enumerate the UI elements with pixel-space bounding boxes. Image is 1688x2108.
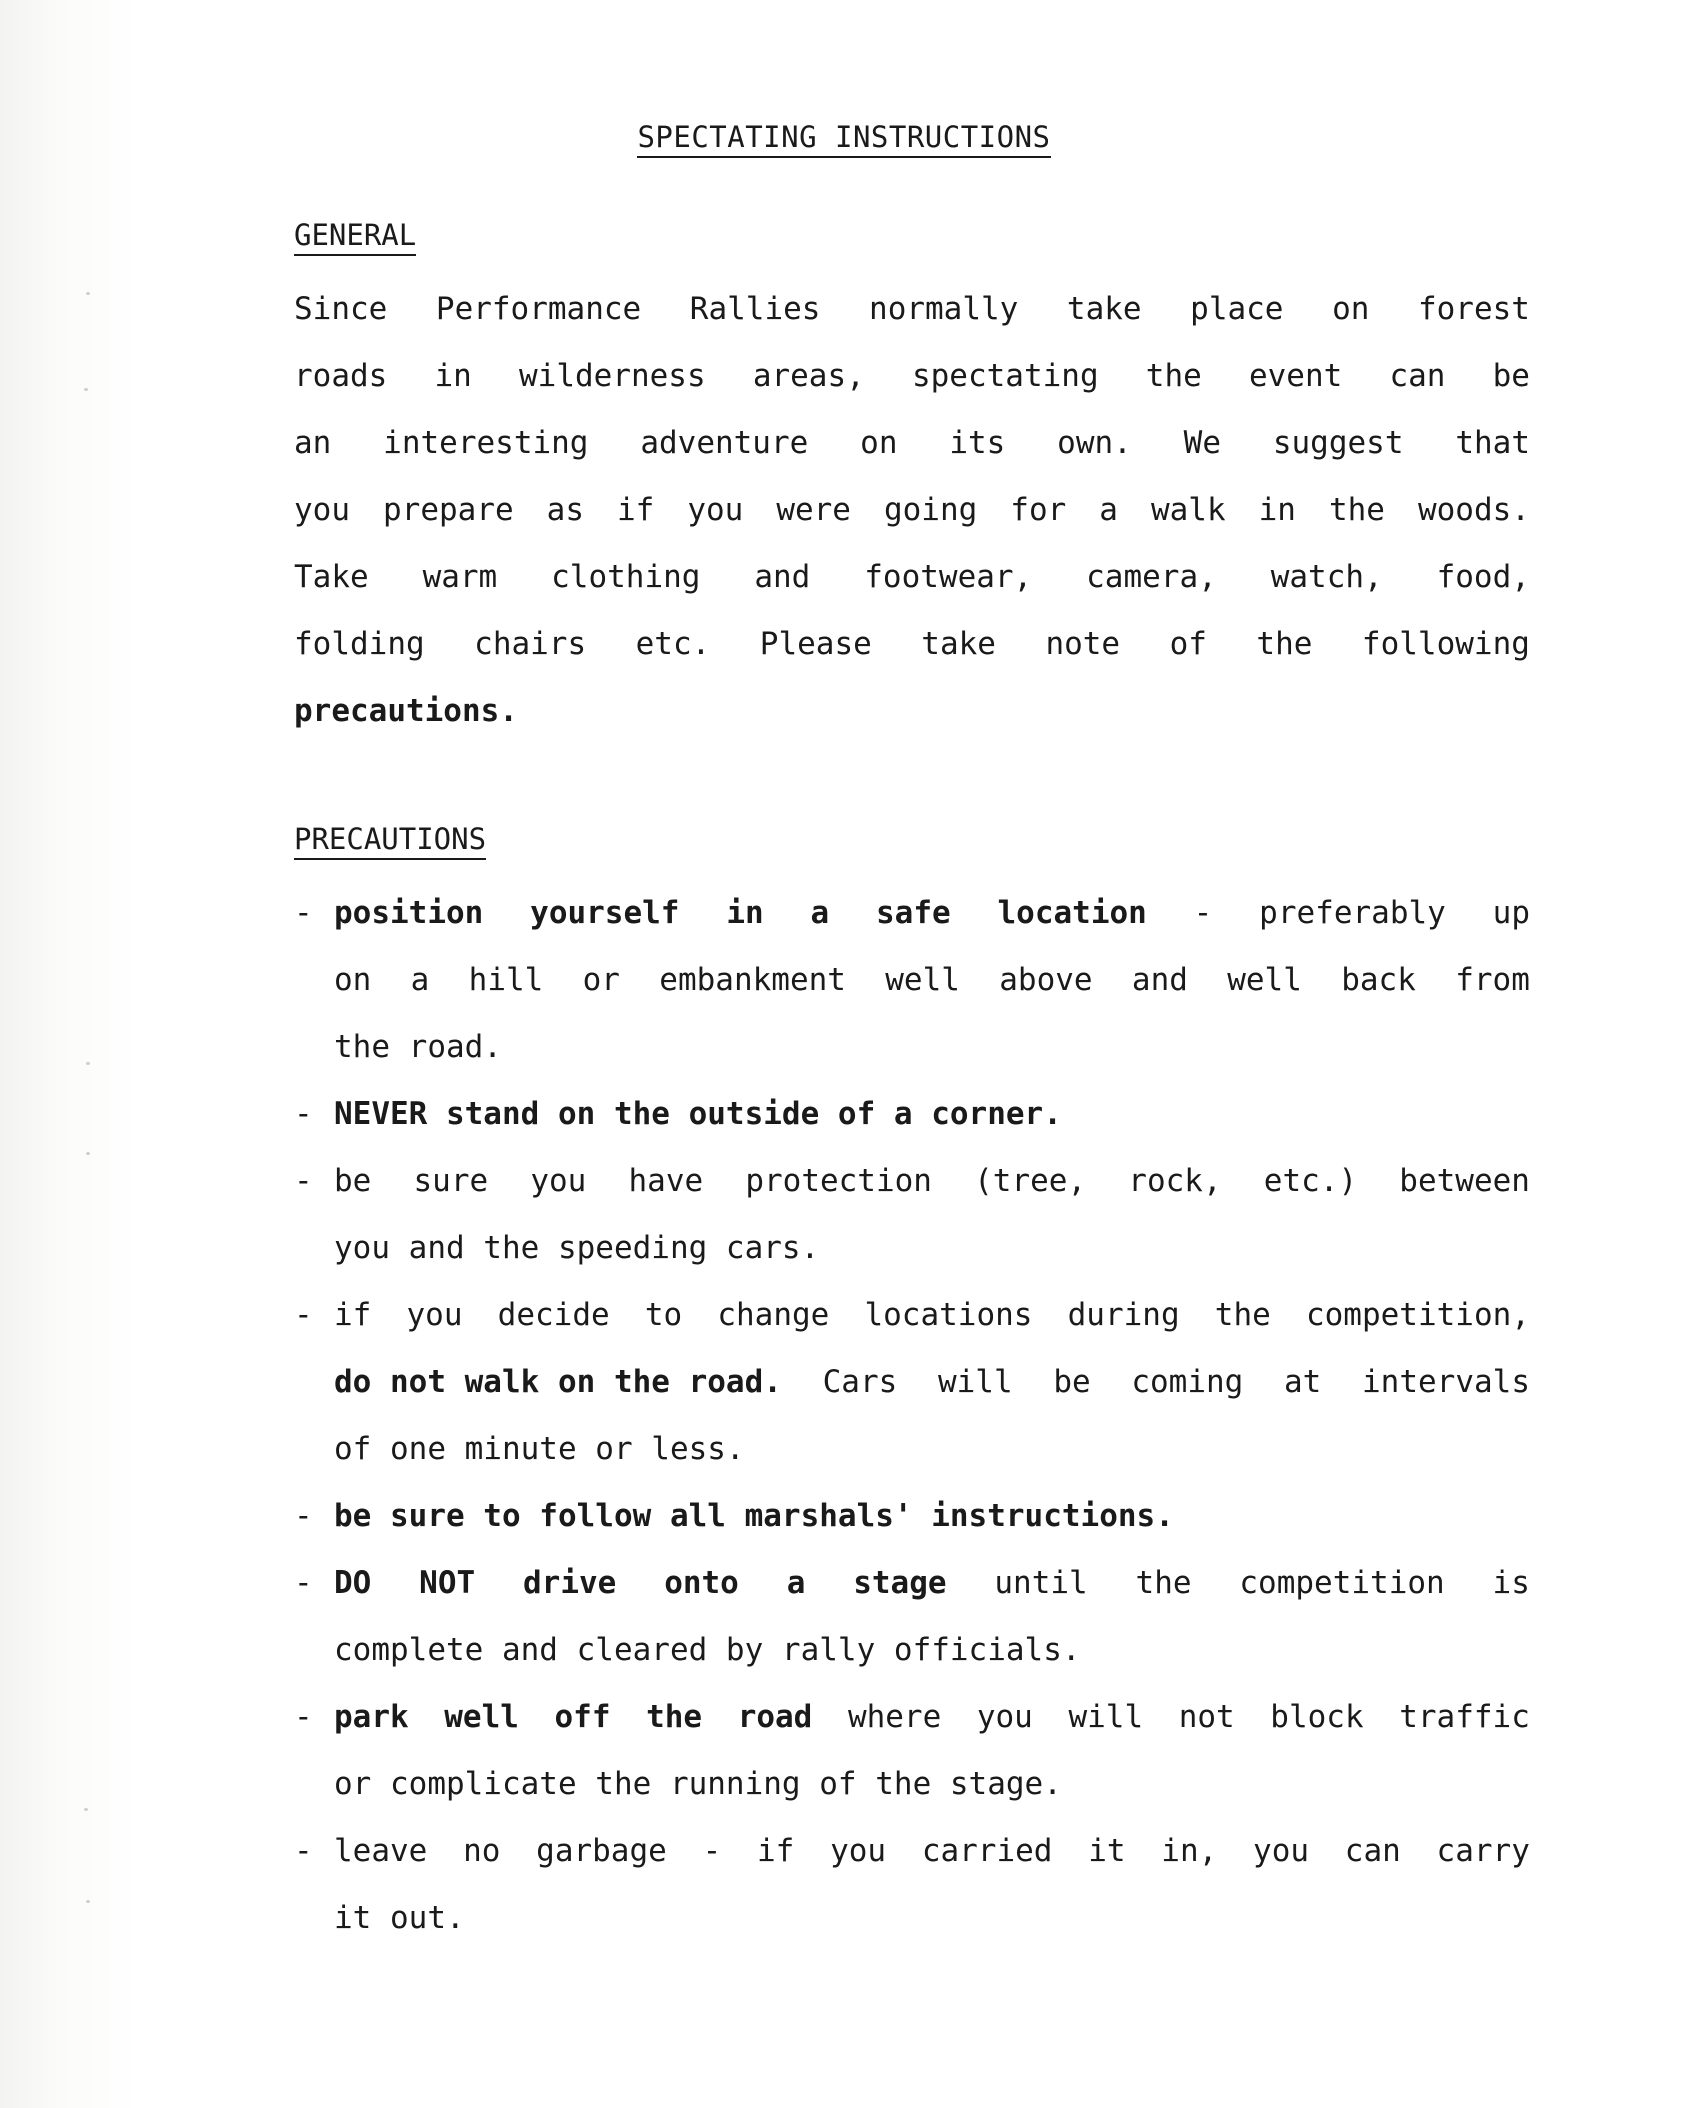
word: DO: [334, 1565, 372, 1601]
word: to: [644, 1297, 683, 1333]
word: wilderness: [519, 358, 706, 394]
precaution-item: [294, 1550, 1530, 1684]
word: you: [687, 492, 744, 528]
word: intervals: [1362, 1364, 1530, 1400]
word: well: [444, 1699, 519, 1735]
word: yourself: [530, 895, 680, 931]
precaution-item: [294, 1818, 1530, 1952]
general-line: [294, 276, 1530, 343]
precaution-line: complete and cleared by rally officials.: [334, 1632, 1081, 1668]
precaution-line: [334, 1818, 1530, 1885]
word: where: [847, 1699, 942, 1735]
precaution-item: [294, 1282, 1530, 1483]
word: We: [1183, 425, 1221, 461]
word: drive: [523, 1565, 617, 1601]
word: Performance: [435, 291, 642, 327]
precaution-line: NEVER stand on the outside of a corner.: [334, 1096, 1062, 1132]
word: adventure: [640, 425, 809, 461]
word: a: [410, 962, 430, 998]
word: interesting: [383, 425, 589, 461]
scan-speck: [84, 1808, 88, 1811]
word: safe: [876, 895, 951, 931]
scan-speck: [86, 1152, 90, 1155]
list-dash: -: [294, 1163, 313, 1199]
scan-speck: [86, 1900, 90, 1903]
word: be: [334, 1163, 372, 1199]
word: a: [786, 1565, 806, 1601]
general-line: [294, 477, 1530, 544]
word: it: [1088, 1833, 1126, 1869]
word: off: [554, 1699, 611, 1735]
word: carry: [1436, 1833, 1530, 1869]
list-dash: -: [294, 1699, 313, 1735]
word: spectating: [911, 358, 1099, 394]
word: -: [702, 1833, 722, 1869]
word: take: [921, 626, 996, 662]
precaution-item: [294, 1081, 1530, 1148]
precaution-line: be sure to follow all marshals' instructions.: [334, 1498, 1174, 1534]
word: chairs: [474, 626, 587, 662]
word: you: [406, 1297, 463, 1333]
word: location: [997, 895, 1147, 931]
word: prepare: [383, 492, 514, 528]
word: and: [754, 559, 811, 595]
word: an: [294, 425, 332, 461]
word: clothing: [551, 559, 701, 595]
word: block: [1270, 1699, 1364, 1735]
word: forest: [1417, 291, 1530, 327]
word: protection: [745, 1163, 932, 1199]
word: the: [1214, 1297, 1271, 1333]
general-line: [294, 410, 1530, 477]
word: event: [1248, 358, 1343, 394]
word: walk: [1150, 492, 1226, 528]
precaution-line: of one minute or less.: [334, 1431, 745, 1467]
word: in: [1258, 492, 1296, 528]
word: you: [830, 1833, 887, 1869]
word: etc.: [635, 626, 711, 662]
word: above: [999, 962, 1093, 998]
general-paragraph: [294, 276, 1530, 745]
precaution-item: [294, 1684, 1530, 1818]
word: competition: [1239, 1565, 1445, 1601]
word: in: [726, 895, 764, 931]
precaution-line: [334, 1550, 1530, 1617]
word: woods.: [1417, 492, 1530, 528]
word: traffic: [1399, 1699, 1530, 1735]
word: can: [1389, 358, 1446, 394]
word: if: [616, 492, 655, 528]
precaution-line: [334, 1684, 1530, 1751]
word: you: [294, 492, 350, 528]
word: onto: [664, 1565, 739, 1601]
word: as: [546, 492, 584, 528]
word: Take: [294, 559, 369, 595]
word: Since: [294, 291, 388, 327]
precaution-item: [294, 1483, 1530, 1550]
word: up: [1492, 895, 1530, 931]
precaution-line: [334, 1282, 1530, 1349]
word: the: [1328, 492, 1385, 528]
word: its: [949, 425, 1006, 461]
word: on: [1332, 291, 1370, 327]
word: place: [1190, 291, 1284, 327]
word: normally: [869, 291, 1019, 327]
word: following: [1361, 626, 1530, 662]
precaution-item: [294, 1148, 1530, 1282]
word: NOT: [419, 1565, 476, 1601]
word: hill: [468, 962, 544, 998]
word: on: [334, 962, 372, 998]
word: of: [1169, 626, 1207, 662]
word: were: [776, 492, 851, 528]
general-line: precautions.: [294, 693, 518, 729]
precaution-line: [334, 1148, 1530, 1215]
word: in,: [1161, 1833, 1218, 1869]
word: Rallies: [689, 291, 821, 327]
word: road: [737, 1699, 813, 1735]
word: if: [334, 1297, 372, 1333]
word: areas,: [752, 358, 865, 394]
word: own.: [1057, 425, 1132, 461]
word: carried: [921, 1833, 1053, 1869]
scan-speck: [86, 292, 90, 295]
precaution-line: the road.: [334, 1029, 502, 1065]
word: will: [937, 1364, 1013, 1400]
word: Please: [759, 626, 872, 662]
word: at: [1284, 1364, 1322, 1400]
word: or: [582, 962, 620, 998]
list-dash: -: [294, 1498, 313, 1534]
word: the: [1145, 358, 1202, 394]
page-title-text: SPECTATING INSTRUCTIONS: [637, 120, 1050, 158]
word: if: [756, 1833, 795, 1869]
list-dash: -: [294, 1565, 313, 1601]
word: park: [334, 1699, 409, 1735]
word: you: [1253, 1833, 1310, 1869]
word: from: [1455, 962, 1530, 998]
word: have: [628, 1163, 704, 1199]
word: you: [976, 1699, 1033, 1735]
word: going: [883, 492, 978, 528]
word: change: [717, 1297, 830, 1333]
precaution-line: you and the speeding cars.: [334, 1230, 820, 1266]
precaution-line: it out.: [334, 1900, 465, 1936]
word: food,: [1436, 559, 1530, 595]
word: between: [1399, 1163, 1530, 1199]
word: a: [1099, 492, 1118, 528]
word: take: [1066, 291, 1142, 327]
word: leave: [334, 1833, 428, 1869]
word: (tree,: [974, 1163, 1087, 1199]
word: a: [810, 895, 830, 931]
list-dash: -: [294, 1096, 313, 1132]
word: well: [885, 962, 960, 998]
word: will: [1068, 1699, 1144, 1735]
word: position: [334, 895, 484, 931]
precaution-item: [294, 880, 1530, 1081]
word: competition,: [1305, 1297, 1530, 1333]
precautions-heading-text: PRECAUTIONS: [294, 822, 486, 860]
general-line: [294, 343, 1530, 410]
word: until: [994, 1565, 1088, 1601]
word: decide: [497, 1297, 610, 1333]
word: roads: [294, 358, 388, 394]
general-heading: [294, 218, 416, 252]
word: Cars: [822, 1364, 898, 1400]
word: no: [463, 1833, 501, 1869]
word: note: [1045, 626, 1121, 662]
precaution-line: [334, 880, 1530, 947]
word: -: [1193, 895, 1213, 931]
word: well: [1227, 962, 1302, 998]
word: camera,: [1086, 559, 1217, 595]
word: embankment: [659, 962, 846, 998]
word: the: [646, 1699, 703, 1735]
list-dash: -: [294, 1297, 313, 1333]
word: warm: [422, 559, 498, 595]
word: on: [860, 425, 898, 461]
list-dash: -: [294, 895, 313, 931]
word: the: [1256, 626, 1313, 662]
word: sure: [413, 1163, 489, 1199]
precaution-line: [334, 947, 1530, 1014]
word: not: [1178, 1699, 1235, 1735]
word: rock,: [1128, 1163, 1222, 1199]
general-line: [294, 544, 1530, 611]
word: etc.): [1263, 1163, 1358, 1199]
word: do not walk on the road.: [334, 1364, 782, 1400]
word: preferably: [1259, 895, 1446, 931]
precaution-line: or complicate the running of the stage.: [334, 1766, 1062, 1802]
precautions-heading: [294, 822, 486, 856]
word: watch,: [1270, 559, 1383, 595]
list-dash: -: [294, 1833, 313, 1869]
word: that: [1455, 425, 1530, 461]
scan-speck: [84, 388, 88, 391]
word: stage: [853, 1565, 947, 1601]
word: and: [1131, 962, 1188, 998]
word: folding: [294, 626, 425, 662]
general-heading-text: GENERAL: [294, 218, 416, 256]
word: be: [1053, 1364, 1091, 1400]
scan-speck: [86, 1062, 90, 1065]
word: coming: [1131, 1364, 1244, 1400]
word: footwear,: [864, 559, 1033, 595]
general-line: [294, 611, 1530, 678]
word: can: [1344, 1833, 1401, 1869]
word: locations: [864, 1297, 1033, 1333]
word: back: [1341, 962, 1416, 998]
precaution-line: [334, 1349, 1530, 1416]
word: suggest: [1272, 425, 1404, 461]
word: be: [1492, 358, 1530, 394]
page-title: [0, 120, 1688, 154]
word: garbage: [536, 1833, 667, 1869]
word: in: [434, 358, 472, 394]
word: the: [1135, 1565, 1192, 1601]
word: you: [530, 1163, 587, 1199]
word: is: [1492, 1565, 1530, 1601]
word: during: [1067, 1297, 1180, 1333]
word: for: [1010, 492, 1067, 528]
